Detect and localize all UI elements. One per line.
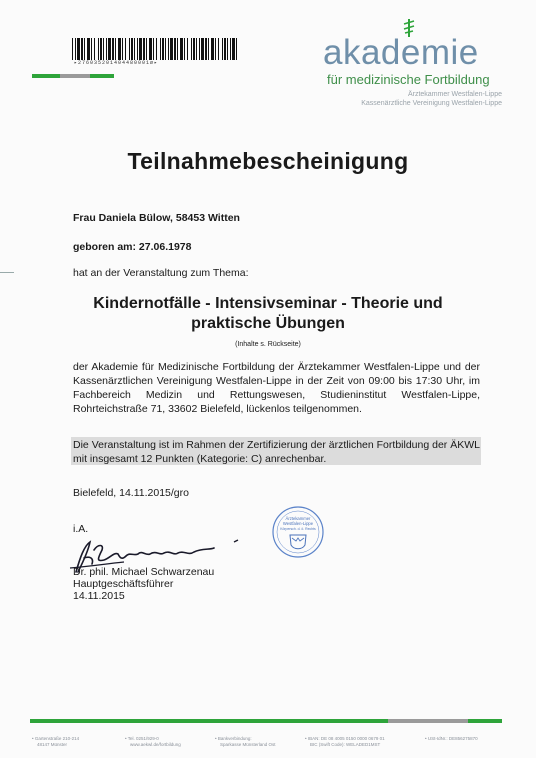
document-title: Teilnahmebescheinigung — [127, 148, 409, 174]
footer-bank: • Bankverbindung: Sparkasse Münsterland Ost — [215, 736, 276, 747]
logo-wordmark: akademie — [323, 33, 479, 72]
logo-subtitle: für medizinische Fortbildung — [327, 72, 490, 87]
place-date: Bielefeld, 14.11.2015/gro — [73, 487, 189, 499]
birth-date: geboren am: 27.06.1978 — [73, 241, 192, 253]
signer-role: Hauptgeschäftsführer — [73, 578, 174, 590]
header-stripe-green-left — [32, 74, 60, 78]
stamp-crest-icon — [290, 535, 306, 549]
footer-stripe-green-right — [468, 719, 502, 723]
footer-iban: • IBAN: DE 08 4005 0150 0000 0679 01 BIC (Swift Code): WELADED1MST — [305, 736, 385, 747]
fold-mark — [0, 272, 14, 273]
on-behalf-label: i.A. — [73, 523, 89, 535]
barcode — [72, 38, 237, 60]
header-stripe-green-right — [90, 74, 114, 78]
contents-note: (Inhalte s. Rückseite) — [235, 341, 301, 348]
logo-line-kvwl: Kassenärztliche Vereinigung Westfalen-Lippe — [361, 100, 502, 107]
attendance-paragraph: der Akademie für Medizinische Fortbildung der Ärztekammer Westfalen-Lippe und der Kassenärztlichen Vereinigung Westfalen-Lippe in der Zeit von 09:00 bis 17:30 Uhr, im Fachbereich Medizin und Rettungswesen, Studieninstitut Westfalen-Lippe, Rohrteichstraße 71, 33602 Bielefeld, lückenlos teilgenommen. — [73, 361, 480, 415]
stamp-line-2: Westfalen-Lippe — [282, 521, 314, 526]
footer-contact: • Tel. 0251/929-0 www.aekwl.de/fortbildung — [125, 736, 181, 747]
footer-stripe-gray — [388, 719, 468, 723]
signer-block — [73, 566, 214, 602]
signer-name: Dr. phil. Michael Schwarzenau — [73, 566, 215, 578]
official-stamp — [271, 505, 325, 559]
footer-vat: • USt-IdNr.: DE856275870 — [425, 736, 478, 741]
course-title-line1: Kindernotfälle - Intensivseminar - Theorie und — [93, 295, 443, 312]
signer-date: 14.11.2015 — [73, 590, 125, 602]
stamp-line-1: Ärztekammer — [285, 516, 311, 521]
footer-stripe-green-left — [30, 719, 388, 723]
participant-name: Frau Daniela Bülow, 58453 Witten — [73, 212, 240, 224]
stamp-line-3: Körpersch. d. ö. Rechts — [280, 527, 316, 531]
certification-text: Die Veranstaltung ist im Rahmen der Zertifizierung der ärztlichen Fortbildung der ÄKWL mit insgesamt 12 Punkten (Kategorie: C) anrechenbar. — [73, 439, 480, 465]
course-title-line2: praktische Übungen — [191, 315, 345, 332]
barcode-number: ▸276035201404480001ø▸ — [74, 60, 159, 66]
footer-address: • Gartenstraße 210-214 48147 Münster — [32, 736, 80, 747]
intro-text: hat an der Veranstaltung zum Thema: — [73, 267, 249, 279]
header-stripe-gray-left — [60, 74, 90, 78]
logo-line-aekwl: Ärztekammer Westfalen-Lippe — [407, 91, 502, 98]
